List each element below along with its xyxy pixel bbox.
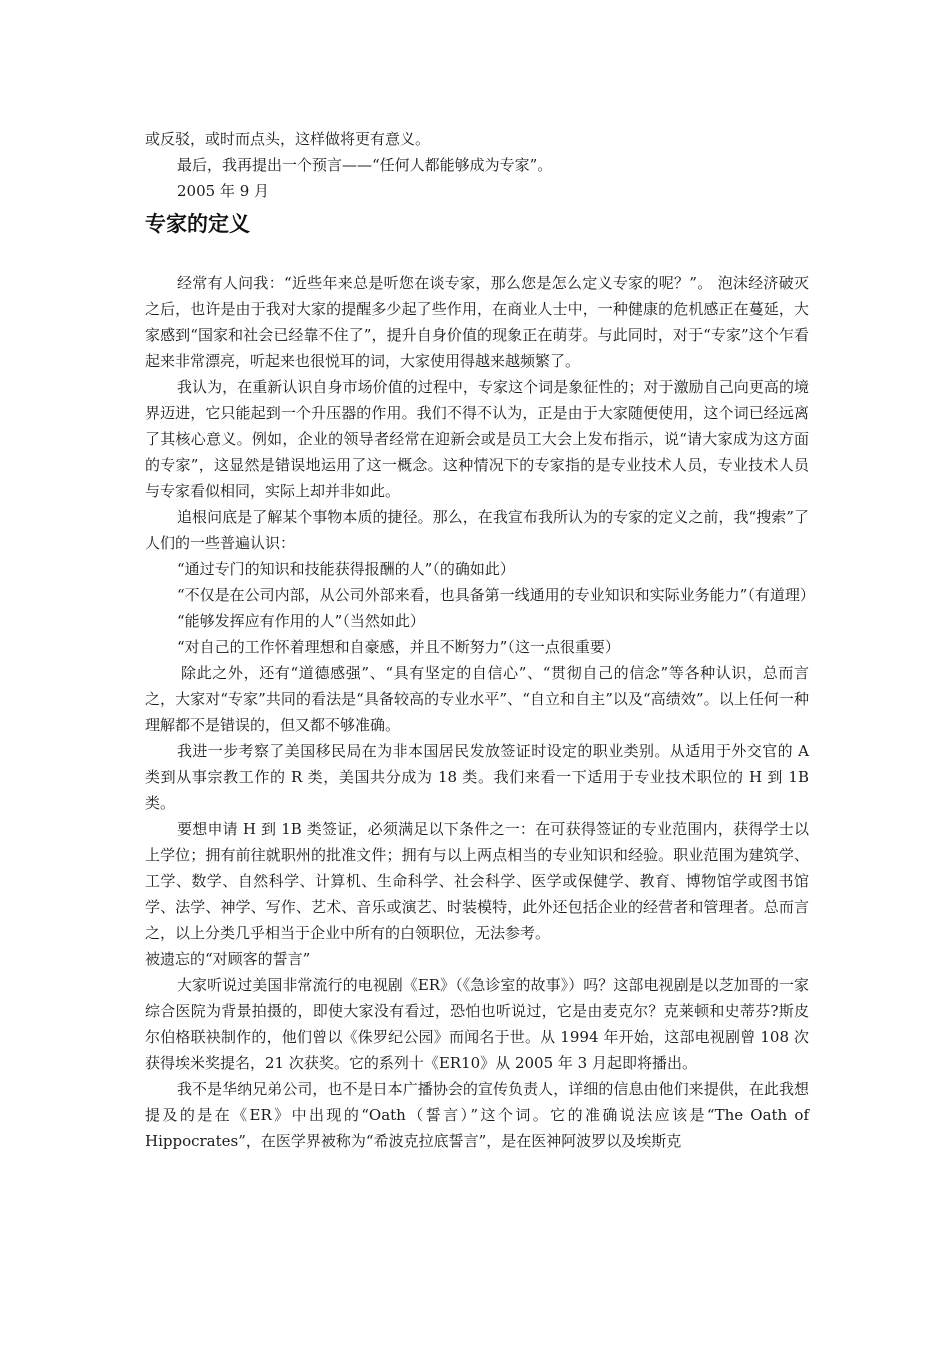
intro-date: 2005 年 9 月 <box>177 182 270 200</box>
quote-1: “通过专门的知识和技能获得报酬的人”（的确如此） <box>177 560 515 578</box>
paragraph-5: 我进一步考察了美国移民局在为非本国居民发放签证时设定的职业类别。从适用于外交官的 A 类到从事宗教工作的 R 类，美国共分成为 18 类。我们来看一下适用于专业技术职位的 H 到 1B 类。 <box>145 742 809 812</box>
intro-line-2: 最后，我再提出一个预言——“任何人都能够成为专家”。 <box>177 156 553 174</box>
paragraph-1: 经常有人问我：“近些年来总是听您在谈专家，那么您是怎么定义专家的呢？”。 泡沫经济破灭之后，也许是由于我对大家的提醒多少起了些作用，在商业人士中，一种健康的危机感正在蔓延，大家感到“国家和社会已经靠不住了”，提升自身价值的现象正在萌芽。与此同时，对于“专家”这个乍看起来非常漂亮，听起来也很悦耳的词，大家使用得越来越频繁了。 <box>145 274 809 370</box>
intro-line-1: 或反驳，或时而点头，这样做将更有意义。 <box>145 130 431 148</box>
paragraph-2: 我认为，在重新认识自身市场价值的过程中，专家这个词是象征性的；对于激励自己向更高的境界迈进，它只能起到一个升压器的作用。我们不得不认为，正是由于大家随便使用，这个词已经远离了其核心意义。例如，企业的领导者经常在迎新会或是员工大会上发布指示，说“请大家成为这方面的专家”，这显然是错误地运用了这一概念。这种情况下的专家指的是专业技术人员，专业技术人员与专家看似相同，实际上却并非如此。 <box>145 378 809 500</box>
paragraph-6: 要想申请 H 到 1B 类签证，必须满足以下条件之一：在可获得签证的专业范围内，获得学士以上学位；拥有前往就职州的批准文件；拥有与以上两点相当的专业知识和经验。职业范围为建筑学、工学、数学、自然科学、计算机、生命科学、社会科学、医学或保健学、教育、博物馆学或图书馆学、法学、神学、写作、艺术、音乐或演艺、时装模特，此外还包括企业的经营者和管理者。总而言之，以上分类几乎相当于企业中所有的白领职位，无法参考。 <box>145 820 809 942</box>
paragraph-3: 追根问底是了解某个事物本质的捷径。那么，在我宣布我所认为的专家的定义之前，我“搜索”了人们的一些普遍认识： <box>145 508 809 552</box>
subheading: 被遗忘的“对顾客的誓言” <box>145 950 311 968</box>
intro-block <box>145 126 809 204</box>
quote-4: “对自己的工作怀着理想和自豪感，并且不断努力”（这一点很重要） <box>177 638 620 656</box>
quote-2: “不仅是在公司内部，从公司外部来看，也具备第一线通用的专业知识和实际业务能力”（有道理） <box>177 586 815 604</box>
paragraph-4: 除此之外，还有“道德感强”、“具有坚定的自信心”、“贯彻自己的信念”等各种认识，总而言之，大家对“专家”共同的看法是“具备较高的专业水平”、“自立和自主”以及“高绩效”。以上任何一种理解都不是错误的，但又都不够准确。 <box>145 664 809 734</box>
quote-3: “能够发挥应有作用的人”（当然如此） <box>177 612 425 630</box>
section-title: 专家的定义 <box>145 212 250 236</box>
body-text <box>145 270 815 1154</box>
paragraph-8: 我不是华纳兄弟公司，也不是日本广播协会的宣传负责人，详细的信息由他们来提供，在此我想提及的是在《ER》中出现的“Oath（誓言）”这个词。它的准确说法应该是“The Oath of Hippocrates”，在医学界被称为“希波克拉底誓言”，是在医神阿波罗以及埃斯克 <box>145 1080 809 1150</box>
paragraph-7: 大家听说过美国非常流行的电视剧《ER》（《急诊室的故事》）吗？这部电视剧是以芝加哥的一家综合医院为背景拍摄的，即使大家没有看过，恐怕也听说过，它是由麦克尔？克莱顿和史蒂芬?斯皮尔伯格联袂制作的，他们曾以《侏罗纪公园》而闻名于世。从 1994 年开始，这部电视剧曾 108 次获得埃米奖提名，21 次获奖。它的系列十《ER10》从 2005 年 3 月起即将播出。 <box>145 976 809 1072</box>
